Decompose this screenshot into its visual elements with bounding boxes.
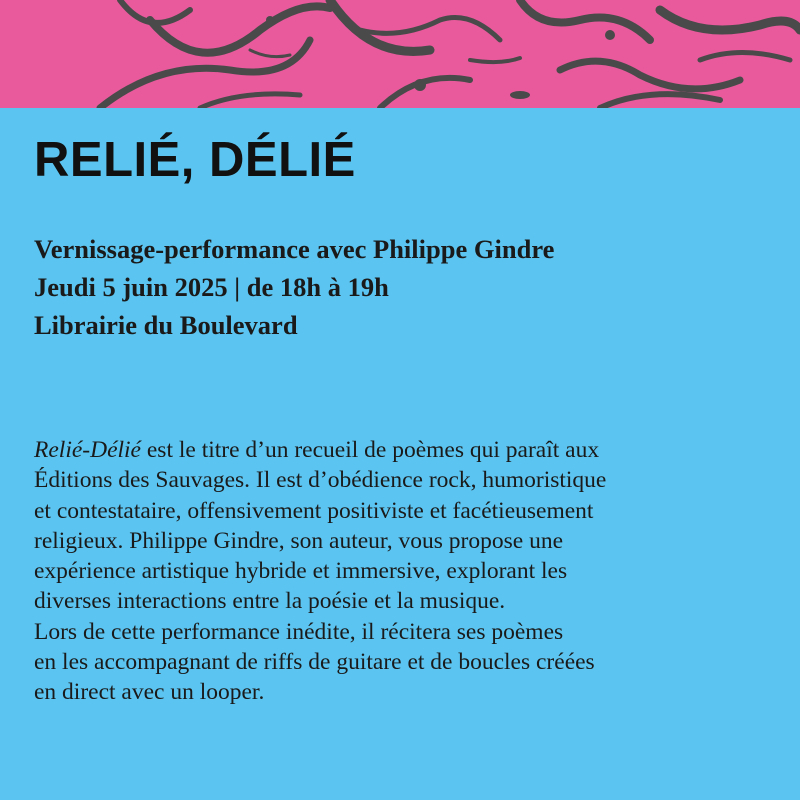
event-date-time: Jeudi 5 juin 2025 | de 18h à 19h	[34, 272, 389, 302]
illustration-art	[0, 0, 800, 108]
description-line: religieux. Philippe Gindre, son auteur, vous propose une	[34, 527, 564, 554]
event-subtitle: Vernissage-performance avec Philippe Gindre	[34, 234, 555, 264]
description-line: diverses interactions entre la poésie et la musique.	[34, 588, 506, 615]
description-line: expérience artistique hybride et immersive, explorant les	[34, 558, 568, 585]
event-details	[34, 230, 554, 344]
book-title: Relié-Délié	[34, 437, 141, 463]
description-line: et contestataire, offensivement positiviste et facétieusement	[34, 497, 594, 524]
description-line: Éditions des Sauvages. Il est d’obédience rock, humoristique	[34, 467, 607, 494]
description-line: Lors de cette performance inédite, il récitera ses poèmes	[34, 618, 564, 645]
description-line: en direct avec un looper.	[34, 679, 265, 706]
banner-illustration	[0, 0, 800, 108]
event-venue: Librairie du Boulevard	[34, 310, 298, 340]
description-line: en les accompagnant de riffs de guitare et de boucles créées	[34, 649, 595, 676]
page-title: RELIÉ, DÉLIÉ	[34, 133, 356, 187]
description-line: Relié-Délié est le titre d’un recueil de poèmes qui paraît aux	[34, 437, 600, 463]
description-text	[34, 435, 754, 708]
